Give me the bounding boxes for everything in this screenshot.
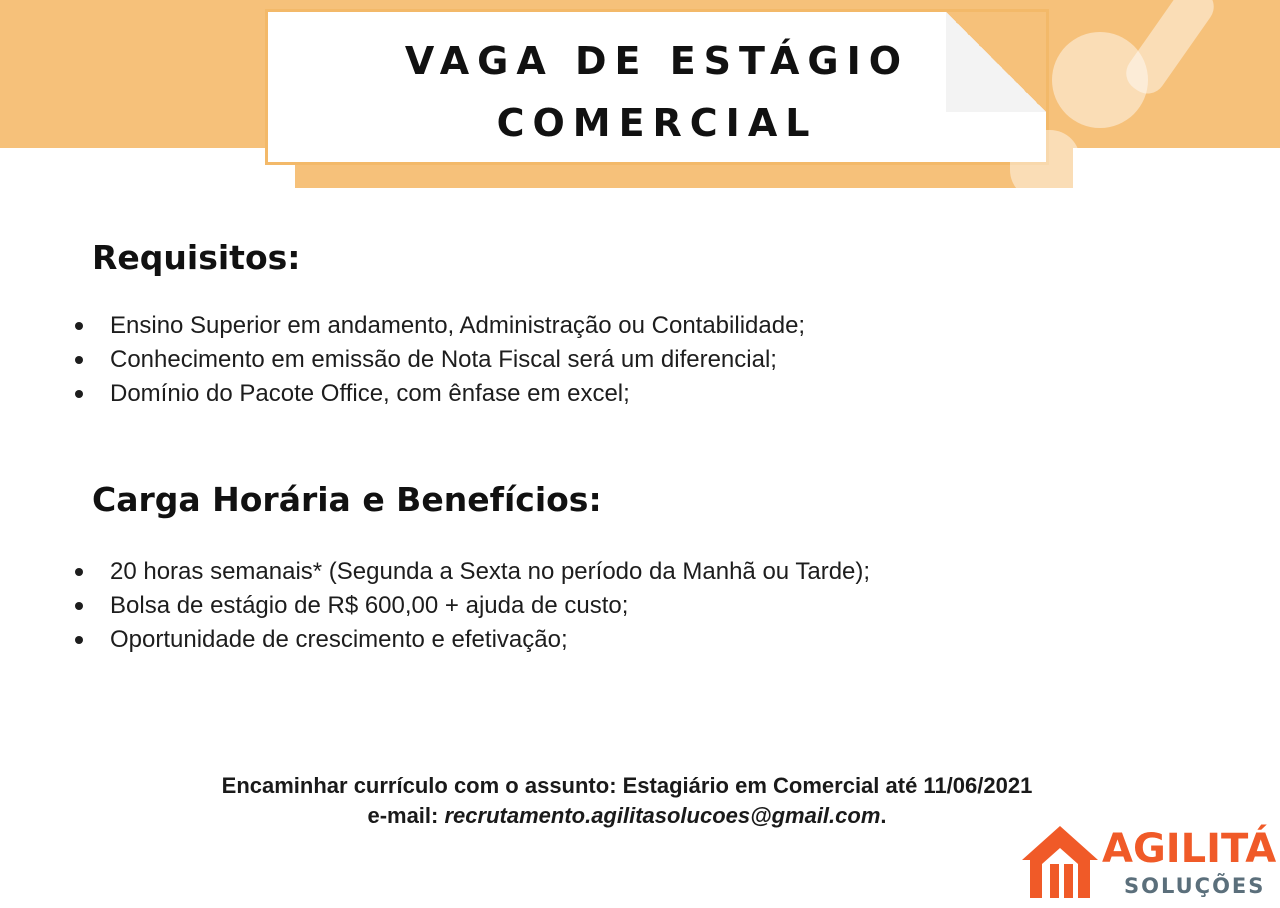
email-label: e-mail:	[367, 803, 445, 828]
email-end: .	[880, 803, 887, 828]
list-item	[75, 343, 805, 377]
bullet-icon	[75, 322, 83, 330]
logo-name: AGILITÁ	[1102, 826, 1277, 872]
list-item-text: 20 horas semanais* (Segunda a Sexta no período da Manhã ou Tarde);	[110, 558, 871, 585]
email-link[interactable]: recrutamento.agilitasolucoes@gmail.com	[444, 803, 881, 828]
carga-list	[75, 555, 870, 657]
list-item-text: Ensino Superior em andamento, Administração ou Contabilidade;	[110, 312, 806, 339]
page-title	[268, 30, 1046, 154]
requisitos-heading: Requisitos:	[92, 238, 301, 277]
carga-heading: Carga Horária e Benefícios:	[92, 480, 602, 519]
bullet-icon	[75, 390, 83, 398]
bullet-icon	[75, 356, 83, 364]
bullet-icon	[75, 636, 83, 644]
list-item	[75, 589, 870, 623]
title-line-1: VAGA DE ESTÁGIO	[404, 39, 910, 83]
list-item-text: Oportunidade de crescimento e efetivação;	[110, 626, 568, 653]
bullet-icon	[75, 568, 83, 576]
logo-subtitle: SOLUÇÕES	[1124, 874, 1266, 898]
list-item	[75, 555, 870, 589]
list-item	[75, 623, 870, 657]
requisitos-list	[75, 309, 805, 411]
list-item	[75, 377, 805, 411]
list-item-text: Conhecimento em emissão de Nota Fiscal será um diferencial;	[110, 346, 777, 373]
list-item-text: Domínio do Pacote Office, com ênfase em excel;	[110, 380, 630, 407]
bullet-icon	[75, 602, 83, 610]
list-item	[75, 309, 805, 343]
title-line-2: COMERCIAL	[496, 101, 818, 145]
footer-instruction: Encaminhar currículo com o assunto: Estagiário em Comercial até 11/06/2021	[221, 773, 1033, 798]
list-item-text: Bolsa de estágio de R$ 600,00 + ajuda de custo;	[110, 592, 629, 619]
